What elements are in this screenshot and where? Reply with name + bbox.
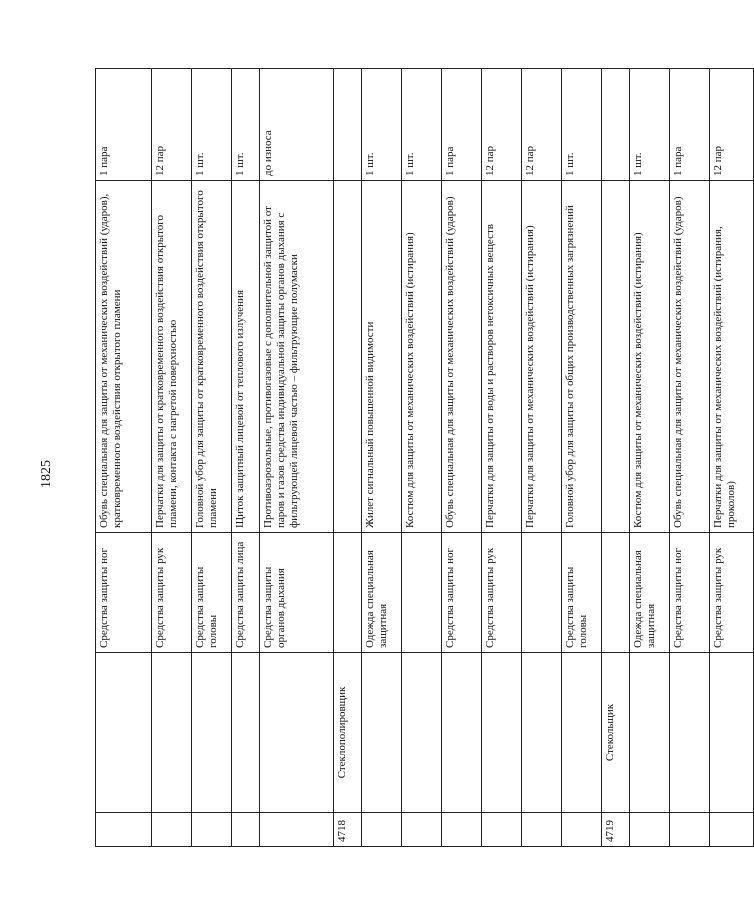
norm-cell xyxy=(334,69,362,181)
code-cell xyxy=(402,813,442,847)
norm-cell: 1 шт. xyxy=(192,69,232,181)
norm-cell: до износа xyxy=(260,69,334,181)
category-cell: Одежда специальная защитная xyxy=(630,533,670,653)
category-cell: Средства защиты головы xyxy=(562,533,602,653)
item-cell: Жилет сигнальный повышенной видимости xyxy=(362,181,402,533)
table-row xyxy=(232,69,260,847)
category-cell: Средства защиты лица xyxy=(232,533,260,653)
profession-cell xyxy=(260,653,334,813)
category-cell: Средства защиты ног xyxy=(96,533,152,653)
table-body xyxy=(96,69,754,847)
ppe-norms-sheet xyxy=(95,69,737,847)
code-cell xyxy=(522,813,562,847)
item-cell: Обувь специальная для защиты от механических воздействий (ударов) xyxy=(442,181,482,533)
item-cell: Перчатки для защиты от механических воздействий (истирания) xyxy=(522,181,562,533)
item-cell: Щиток защитный лицевой от теплового излучения xyxy=(232,181,260,533)
profession-cell xyxy=(482,653,522,813)
item-cell: Головной убор для защиты от кратковременного воздействия открытого пламени xyxy=(192,181,232,533)
profession-cell xyxy=(362,653,402,813)
profession-cell xyxy=(442,653,482,813)
category-cell: Средства защиты органов дыхания xyxy=(260,533,334,653)
norm-cell: 1 шт. xyxy=(562,69,602,181)
norm-cell: 1 шт. xyxy=(630,69,670,181)
norm-cell: 1 шт. xyxy=(402,69,442,181)
table-row xyxy=(670,69,710,847)
profession-cell xyxy=(670,653,710,813)
code-cell xyxy=(630,813,670,847)
table-row xyxy=(562,69,602,847)
table-row xyxy=(260,69,334,847)
code-cell xyxy=(710,813,754,847)
norm-cell: 1 пара xyxy=(670,69,710,181)
rotated-table-wrapper xyxy=(95,69,737,847)
category-cell: Средства защиты рук xyxy=(710,533,754,653)
item-cell xyxy=(602,181,630,533)
code-cell xyxy=(232,813,260,847)
code-cell xyxy=(192,813,232,847)
profession-cell: Стеклополировщик xyxy=(334,653,362,813)
item-cell: Костюм для защиты от механических воздействий (истирания) xyxy=(630,181,670,533)
table-row xyxy=(442,69,482,847)
item-cell: Головной убор для защиты от общих производственных загрязнений xyxy=(562,181,602,533)
item-cell: Противоаэрозольные, противогазовые с дополнительной защитой от паров и газов средства индивидуальной защиты органов дыхания с фильтрующей лицевой частью – фильтрующие полумаски xyxy=(260,181,334,533)
table-row xyxy=(362,69,402,847)
item-cell: Костюм для защиты от механических воздействий (истирания) xyxy=(402,181,442,533)
profession-cell: Стекольщик xyxy=(602,653,630,813)
table-row xyxy=(192,69,232,847)
norm-cell: 12 пар xyxy=(710,69,754,181)
category-cell xyxy=(602,533,630,653)
category-cell: Средства защиты головы xyxy=(192,533,232,653)
code-cell xyxy=(152,813,192,847)
table-row xyxy=(96,69,152,847)
page-number: 1825 xyxy=(39,460,54,488)
code-cell xyxy=(562,813,602,847)
profession-cell xyxy=(522,653,562,813)
code-cell xyxy=(96,813,152,847)
table-row xyxy=(522,69,562,847)
code-cell xyxy=(260,813,334,847)
code-cell xyxy=(482,813,522,847)
item-cell: Перчатки для защиты от воды и растворов нетоксичных веществ xyxy=(482,181,522,533)
norm-cell: 12 пар xyxy=(482,69,522,181)
code-cell xyxy=(442,813,482,847)
code-cell xyxy=(362,813,402,847)
norm-cell: 1 шт. xyxy=(232,69,260,181)
profession-cell xyxy=(402,653,442,813)
profession-cell xyxy=(152,653,192,813)
profession-cell xyxy=(192,653,232,813)
profession-cell xyxy=(562,653,602,813)
table-row xyxy=(602,69,630,847)
item-cell xyxy=(334,181,362,533)
category-cell: Одежда специальная защитная xyxy=(362,533,402,653)
category-cell xyxy=(334,533,362,653)
item-cell: Перчатки для защиты от кратковременного воздействия открытого пламени, контакта с нагретой поверхностью xyxy=(152,181,192,533)
item-cell: Перчатки для защиты от механических воздействий (истирания, проколов) xyxy=(710,181,754,533)
norm-cell: 12 пар xyxy=(522,69,562,181)
norm-cell: 1 пара xyxy=(442,69,482,181)
norm-cell: 1 пара xyxy=(96,69,152,181)
item-cell: Обувь специальная для защиты от механических воздействий (ударов) xyxy=(670,181,710,533)
code-cell xyxy=(670,813,710,847)
profession-cell xyxy=(630,653,670,813)
ppe-norms-table xyxy=(95,68,754,847)
profession-cell xyxy=(710,653,754,813)
category-cell: Средства защиты ног xyxy=(670,533,710,653)
norm-cell xyxy=(602,69,630,181)
profession-cell xyxy=(96,653,152,813)
category-cell: Средства защиты рук xyxy=(152,533,192,653)
profession-cell xyxy=(232,653,260,813)
norm-cell: 12 пар xyxy=(152,69,192,181)
category-cell xyxy=(402,533,442,653)
table-row xyxy=(710,69,754,847)
table-row xyxy=(334,69,362,847)
category-cell: Средства защиты ног xyxy=(442,533,482,653)
table-row xyxy=(402,69,442,847)
code-cell: 4718 xyxy=(334,813,362,847)
table-row xyxy=(630,69,670,847)
category-cell xyxy=(522,533,562,653)
category-cell: Средства защиты рук xyxy=(482,533,522,653)
item-cell: Обувь специальная для защиты от механических воздействий (ударов), кратковременного воздействия открытого пламени xyxy=(96,181,152,533)
norm-cell: 1 шт. xyxy=(362,69,402,181)
table-row xyxy=(152,69,192,847)
table-row xyxy=(482,69,522,847)
code-cell: 4719 xyxy=(602,813,630,847)
